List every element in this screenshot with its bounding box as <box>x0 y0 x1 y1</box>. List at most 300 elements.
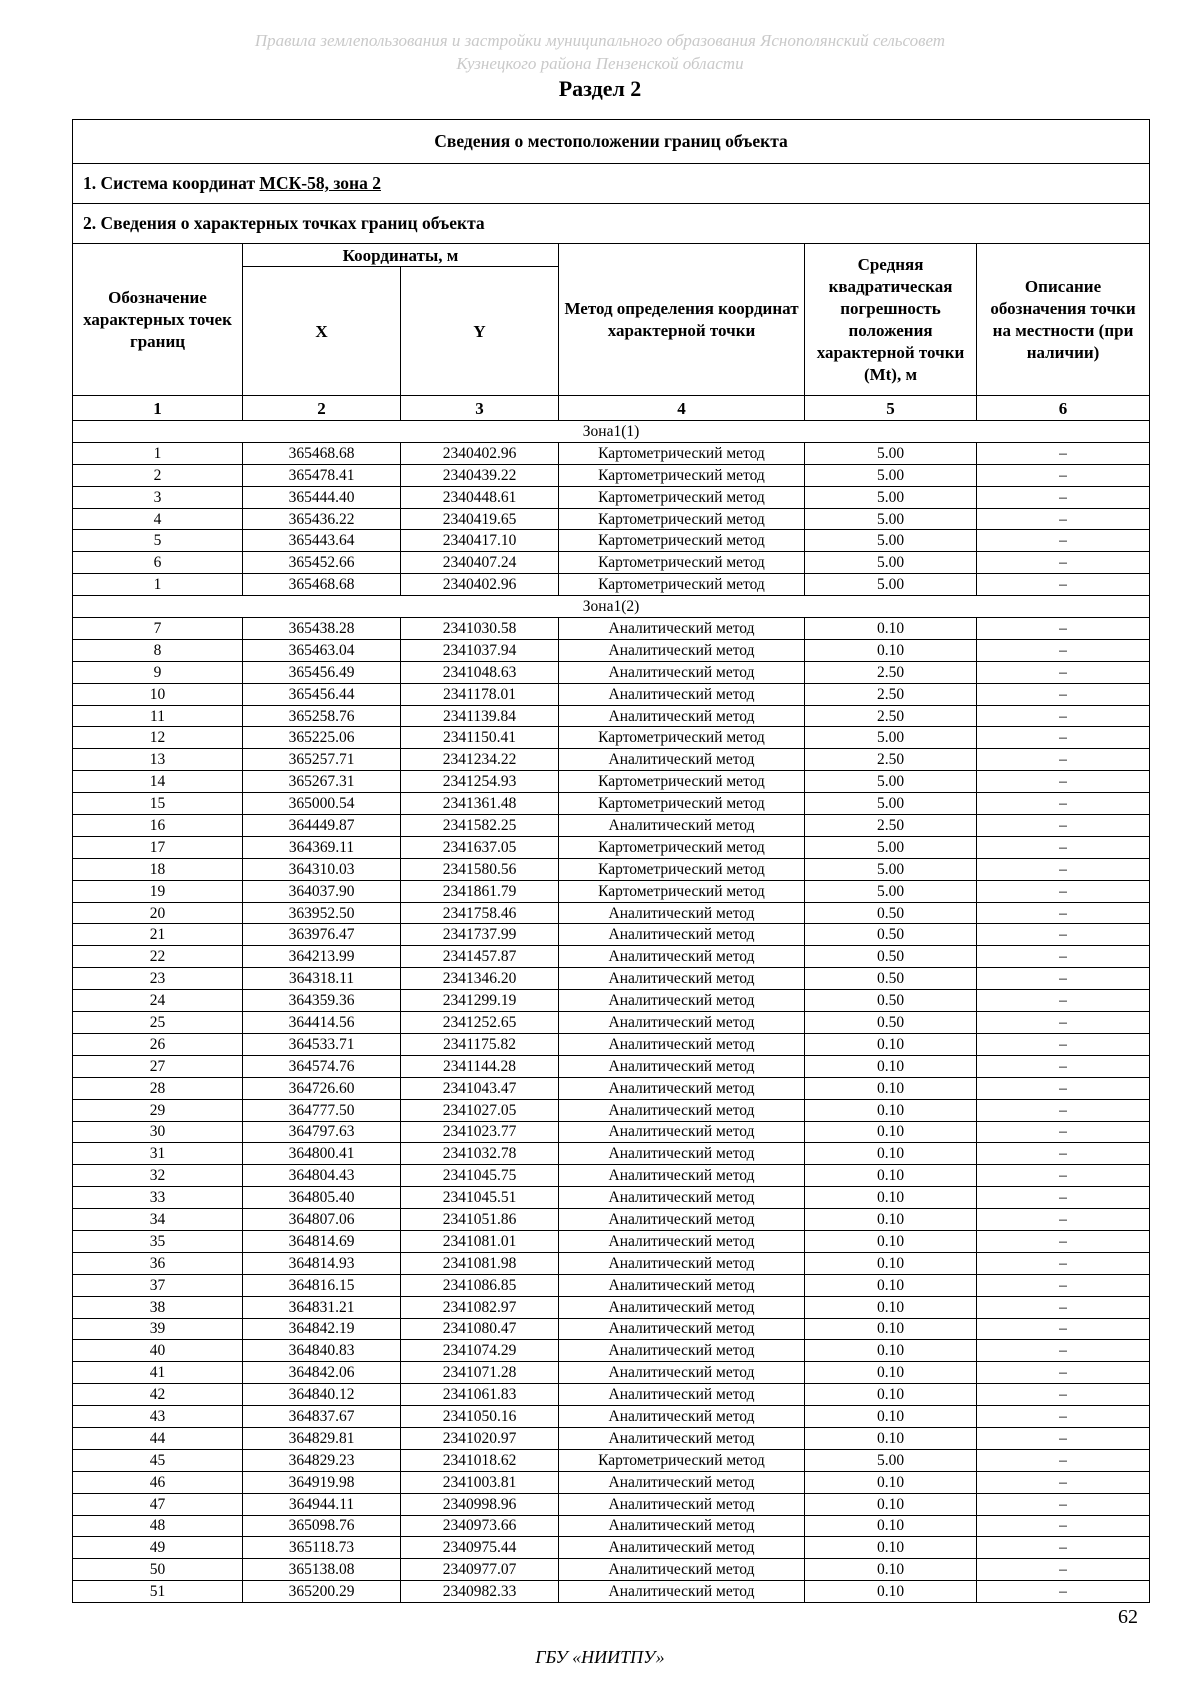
cell-method: Аналитический метод <box>559 1274 805 1296</box>
cell-point: 40 <box>73 1340 243 1362</box>
cell-error: 0.10 <box>805 1209 977 1231</box>
running-header-line2: Кузнецкого района Пензенской области <box>456 54 744 73</box>
cell-method: Картометрический метод <box>559 530 805 552</box>
cell-desc: – <box>977 1559 1150 1581</box>
cell-x: 364944.11 <box>243 1493 401 1515</box>
cell-error: 2.50 <box>805 705 977 727</box>
cell-x: 365438.28 <box>243 618 401 640</box>
cell-y: 2341043.47 <box>401 1077 559 1099</box>
cell-point: 43 <box>73 1406 243 1428</box>
cell-x: 365468.68 <box>243 574 401 596</box>
cell-error: 5.00 <box>805 727 977 749</box>
table-row <box>73 771 1150 793</box>
cell-error: 5.00 <box>805 530 977 552</box>
cell-x: 365468.68 <box>243 442 401 464</box>
cell-point: 12 <box>73 727 243 749</box>
cell-desc: – <box>977 1274 1150 1296</box>
cell-desc: – <box>977 552 1150 574</box>
cell-desc: – <box>977 1296 1150 1318</box>
cell-point: 38 <box>73 1296 243 1318</box>
cell-x: 364829.81 <box>243 1427 401 1449</box>
cell-error: 5.00 <box>805 442 977 464</box>
cell-x: 365258.76 <box>243 705 401 727</box>
cell-desc: – <box>977 771 1150 793</box>
cell-desc: – <box>977 902 1150 924</box>
cell-x: 365463.04 <box>243 639 401 661</box>
cell-desc: – <box>977 1471 1150 1493</box>
table-row <box>73 618 1150 640</box>
cell-method: Аналитический метод <box>559 902 805 924</box>
cell-point: 49 <box>73 1537 243 1559</box>
cell-x: 364800.41 <box>243 1143 401 1165</box>
cell-y: 2340448.61 <box>401 486 559 508</box>
cell-method: Аналитический метод <box>559 1515 805 1537</box>
cell-method: Аналитический метод <box>559 1296 805 1318</box>
coord-system-label: 1. Система координат <box>83 173 256 193</box>
table-row <box>73 1033 1150 1055</box>
cell-error: 5.00 <box>805 552 977 574</box>
cell-method: Аналитический метод <box>559 1033 805 1055</box>
table-row <box>73 574 1150 596</box>
cell-desc: – <box>977 1033 1150 1055</box>
cell-method: Аналитический метод <box>559 1209 805 1231</box>
cell-point: 47 <box>73 1493 243 1515</box>
table-row <box>73 1099 1150 1121</box>
cell-x: 365478.41 <box>243 464 401 486</box>
cell-method: Картометрический метод <box>559 464 805 486</box>
section-title: Раздел 2 <box>558 76 642 101</box>
cell-y: 2340975.44 <box>401 1537 559 1559</box>
cell-method: Аналитический метод <box>559 990 805 1012</box>
cell-desc: – <box>977 1340 1150 1362</box>
cell-point: 1 <box>73 442 243 464</box>
cell-x: 364842.19 <box>243 1318 401 1340</box>
cell-desc: – <box>977 1121 1150 1143</box>
table-row <box>73 486 1150 508</box>
cell-error: 0.50 <box>805 968 977 990</box>
cell-y: 2341020.97 <box>401 1427 559 1449</box>
table-row <box>73 1493 1150 1515</box>
col-point-header: Обозначение характерных точек границ <box>73 244 243 396</box>
cell-y: 2341737.99 <box>401 924 559 946</box>
cell-point: 17 <box>73 836 243 858</box>
cell-error: 5.00 <box>805 508 977 530</box>
cell-point: 16 <box>73 815 243 837</box>
cell-error: 0.10 <box>805 1055 977 1077</box>
cell-y: 2341030.58 <box>401 618 559 640</box>
cell-y: 2341252.65 <box>401 1012 559 1034</box>
cell-point: 35 <box>73 1230 243 1252</box>
table-row <box>73 880 1150 902</box>
cell-desc: – <box>977 1537 1150 1559</box>
table-row <box>73 836 1150 858</box>
cell-y: 2340407.24 <box>401 552 559 574</box>
table-row <box>73 1165 1150 1187</box>
cell-method: Аналитический метод <box>559 683 805 705</box>
cell-desc: – <box>977 946 1150 968</box>
cell-x: 364797.63 <box>243 1121 401 1143</box>
col-x-header: X <box>243 267 401 396</box>
cell-desc: – <box>977 1318 1150 1340</box>
cell-x: 364816.15 <box>243 1274 401 1296</box>
cell-error: 0.10 <box>805 1515 977 1537</box>
cell-x: 364449.87 <box>243 815 401 837</box>
zone-row <box>73 596 1150 618</box>
cell-point: 10 <box>73 683 243 705</box>
cell-desc: – <box>977 1143 1150 1165</box>
cell-desc: – <box>977 1230 1150 1252</box>
table-row <box>73 1384 1150 1406</box>
cell-error: 0.10 <box>805 1318 977 1340</box>
cell-error: 5.00 <box>805 464 977 486</box>
cell-method: Аналитический метод <box>559 1340 805 1362</box>
cell-error: 0.10 <box>805 1296 977 1318</box>
cell-y: 2341175.82 <box>401 1033 559 1055</box>
cell-x: 365000.54 <box>243 793 401 815</box>
cell-y: 2340982.33 <box>401 1581 559 1603</box>
cell-y: 2341018.62 <box>401 1449 559 1471</box>
table-row <box>73 552 1150 574</box>
cell-error: 5.00 <box>805 771 977 793</box>
cell-y: 2341361.48 <box>401 793 559 815</box>
table-row <box>73 1427 1150 1449</box>
cell-error: 2.50 <box>805 815 977 837</box>
table-row <box>73 1406 1150 1428</box>
cell-method: Аналитический метод <box>559 1143 805 1165</box>
table-row <box>73 1274 1150 1296</box>
cell-y: 2341139.84 <box>401 705 559 727</box>
cell-y: 2341861.79 <box>401 880 559 902</box>
cell-desc: – <box>977 1209 1150 1231</box>
cell-error: 5.00 <box>805 574 977 596</box>
col-error-header: Средняя квадратическая погрешность положения характерной точки (Mt), м <box>805 244 977 396</box>
table-row <box>73 1209 1150 1231</box>
cell-y: 2341582.25 <box>401 815 559 837</box>
cell-desc: – <box>977 1449 1150 1471</box>
cell-desc: – <box>977 858 1150 880</box>
cell-x: 365257.71 <box>243 749 401 771</box>
cell-error: 0.10 <box>805 1099 977 1121</box>
cell-method: Аналитический метод <box>559 1099 805 1121</box>
cell-point: 50 <box>73 1559 243 1581</box>
cell-method: Картометрический метод <box>559 836 805 858</box>
cell-method: Аналитический метод <box>559 1187 805 1209</box>
cell-desc: – <box>977 990 1150 1012</box>
cell-x: 365444.40 <box>243 486 401 508</box>
cell-desc: – <box>977 1012 1150 1034</box>
cell-desc: – <box>977 639 1150 661</box>
cell-method: Аналитический метод <box>559 639 805 661</box>
cell-y: 2341086.85 <box>401 1274 559 1296</box>
cell-y: 2341150.41 <box>401 727 559 749</box>
col-number: 2 <box>243 396 401 421</box>
cell-point: 42 <box>73 1384 243 1406</box>
cell-point: 39 <box>73 1318 243 1340</box>
cell-desc: – <box>977 793 1150 815</box>
cell-method: Аналитический метод <box>559 749 805 771</box>
cell-x: 365118.73 <box>243 1537 401 1559</box>
cell-error: 5.00 <box>805 793 977 815</box>
table-title: Сведения о местоположении границ объекта <box>73 120 1150 164</box>
cell-x: 364840.12 <box>243 1384 401 1406</box>
cell-desc: – <box>977 727 1150 749</box>
cell-point: 2 <box>73 464 243 486</box>
cell-x: 364310.03 <box>243 858 401 880</box>
cell-method: Аналитический метод <box>559 1559 805 1581</box>
cell-method: Аналитический метод <box>559 968 805 990</box>
cell-x: 364574.76 <box>243 1055 401 1077</box>
cell-desc: – <box>977 1165 1150 1187</box>
page-number: 62 <box>1118 1606 1138 1628</box>
cell-point: 9 <box>73 661 243 683</box>
cell-point: 33 <box>73 1187 243 1209</box>
cell-y: 2341178.01 <box>401 683 559 705</box>
cell-point: 7 <box>73 618 243 640</box>
cell-point: 20 <box>73 902 243 924</box>
cell-desc: – <box>977 1515 1150 1537</box>
table-title-row <box>73 120 1150 164</box>
cell-x: 364840.83 <box>243 1340 401 1362</box>
cell-desc: – <box>977 836 1150 858</box>
cell-error: 0.10 <box>805 639 977 661</box>
cell-error: 0.50 <box>805 924 977 946</box>
cell-desc: – <box>977 1187 1150 1209</box>
cell-point: 8 <box>73 639 243 661</box>
col-y-header: Y <box>401 267 559 396</box>
cell-desc: – <box>977 442 1150 464</box>
page-footer: ГБУ «НИИТПУ» <box>535 1647 665 1667</box>
cell-x: 364359.36 <box>243 990 401 1012</box>
cell-method: Аналитический метод <box>559 705 805 727</box>
cell-y: 2341032.78 <box>401 1143 559 1165</box>
cell-method: Картометрический метод <box>559 880 805 902</box>
table-row <box>73 508 1150 530</box>
cell-method: Аналитический метод <box>559 661 805 683</box>
cell-method: Аналитический метод <box>559 618 805 640</box>
cell-x: 364369.11 <box>243 836 401 858</box>
table-row <box>73 1252 1150 1274</box>
header-row-1 <box>73 244 1150 267</box>
cell-point: 19 <box>73 880 243 902</box>
cell-x: 364533.71 <box>243 1033 401 1055</box>
cell-y: 2341580.56 <box>401 858 559 880</box>
cell-point: 30 <box>73 1121 243 1143</box>
cell-x: 365138.08 <box>243 1559 401 1581</box>
zone-row <box>73 421 1150 443</box>
cell-error: 0.10 <box>805 1493 977 1515</box>
cell-point: 26 <box>73 1033 243 1055</box>
cell-error: 0.50 <box>805 946 977 968</box>
cell-method: Аналитический метод <box>559 1362 805 1384</box>
table-row <box>73 1537 1150 1559</box>
cell-y: 2341023.77 <box>401 1121 559 1143</box>
cell-point: 36 <box>73 1252 243 1274</box>
cell-desc: – <box>977 574 1150 596</box>
cell-method: Картометрический метод <box>559 486 805 508</box>
cell-method: Картометрический метод <box>559 552 805 574</box>
cell-method: Картометрический метод <box>559 858 805 880</box>
table-row <box>73 1318 1150 1340</box>
cell-desc: – <box>977 880 1150 902</box>
cell-desc: – <box>977 968 1150 990</box>
cell-y: 2341637.05 <box>401 836 559 858</box>
cell-y: 2341346.20 <box>401 968 559 990</box>
cell-error: 0.10 <box>805 1362 977 1384</box>
cell-point: 11 <box>73 705 243 727</box>
cell-desc: – <box>977 1077 1150 1099</box>
running-header-line1: Правила землепользования и застройки муниципального образования Яснополянский сельсовет <box>254 31 946 50</box>
cell-x: 365267.31 <box>243 771 401 793</box>
cell-x: 363952.50 <box>243 902 401 924</box>
table-row <box>73 705 1150 727</box>
cell-desc: – <box>977 1099 1150 1121</box>
table-row <box>73 530 1150 552</box>
cell-y: 2340419.65 <box>401 508 559 530</box>
cell-method: Аналитический метод <box>559 1384 805 1406</box>
cell-x: 364414.56 <box>243 1012 401 1034</box>
cell-y: 2341144.28 <box>401 1055 559 1077</box>
cell-point: 18 <box>73 858 243 880</box>
cell-x: 363976.47 <box>243 924 401 946</box>
table-row <box>73 1012 1150 1034</box>
column-numbers-row <box>73 396 1150 421</box>
cell-point: 24 <box>73 990 243 1012</box>
cell-x: 364814.69 <box>243 1230 401 1252</box>
cell-method: Аналитический метод <box>559 1537 805 1559</box>
cell-point: 32 <box>73 1165 243 1187</box>
cell-y: 2340439.22 <box>401 464 559 486</box>
cell-point: 45 <box>73 1449 243 1471</box>
cell-method: Аналитический метод <box>559 1427 805 1449</box>
coord-system-row <box>73 164 1150 204</box>
table-row <box>73 442 1150 464</box>
cell-y: 2341081.98 <box>401 1252 559 1274</box>
cell-point: 37 <box>73 1274 243 1296</box>
cell-error: 0.10 <box>805 1230 977 1252</box>
cell-y: 2341234.22 <box>401 749 559 771</box>
zone-label: Зона1(2) <box>73 596 1150 618</box>
cell-y: 2341003.81 <box>401 1471 559 1493</box>
cell-error: 0.10 <box>805 1406 977 1428</box>
col-method-header: Метод определения координат характерной точки <box>559 244 805 396</box>
cell-error: 0.10 <box>805 618 977 640</box>
cell-desc: – <box>977 464 1150 486</box>
cell-error: 2.50 <box>805 683 977 705</box>
table-row <box>73 749 1150 771</box>
cell-y: 2341254.93 <box>401 771 559 793</box>
cell-y: 2341061.83 <box>401 1384 559 1406</box>
cell-error: 0.50 <box>805 902 977 924</box>
cell-y: 2341071.28 <box>401 1362 559 1384</box>
col-number: 6 <box>977 396 1150 421</box>
cell-method: Аналитический метод <box>559 1493 805 1515</box>
cell-method: Аналитический метод <box>559 1055 805 1077</box>
cell-point: 25 <box>73 1012 243 1034</box>
cell-y: 2341045.75 <box>401 1165 559 1187</box>
cell-x: 365456.44 <box>243 683 401 705</box>
cell-desc: – <box>977 924 1150 946</box>
cell-error: 5.00 <box>805 858 977 880</box>
cell-y: 2341082.97 <box>401 1296 559 1318</box>
cell-y: 2341037.94 <box>401 639 559 661</box>
cell-x: 365225.06 <box>243 727 401 749</box>
cell-desc: – <box>977 1427 1150 1449</box>
cell-desc: – <box>977 1384 1150 1406</box>
cell-error: 5.00 <box>805 486 977 508</box>
table-row <box>73 727 1150 749</box>
cell-method: Аналитический метод <box>559 1318 805 1340</box>
cell-y: 2341299.19 <box>401 990 559 1012</box>
cell-method: Картометрический метод <box>559 771 805 793</box>
cell-x: 364726.60 <box>243 1077 401 1099</box>
cell-point: 3 <box>73 486 243 508</box>
table-row <box>73 1471 1150 1493</box>
col-coords-header: Координаты, м <box>243 244 559 267</box>
col-number: 5 <box>805 396 977 421</box>
table-row <box>73 1296 1150 1318</box>
cell-x: 364829.23 <box>243 1449 401 1471</box>
cell-point: 6 <box>73 552 243 574</box>
table-row <box>73 858 1150 880</box>
cell-y: 2340998.96 <box>401 1493 559 1515</box>
table-row <box>73 1230 1150 1252</box>
cell-y: 2341027.05 <box>401 1099 559 1121</box>
table-row <box>73 1581 1150 1603</box>
cell-point: 48 <box>73 1515 243 1537</box>
cell-error: 0.10 <box>805 1581 977 1603</box>
cell-y: 2340977.07 <box>401 1559 559 1581</box>
table-row <box>73 1449 1150 1471</box>
cell-x: 365200.29 <box>243 1581 401 1603</box>
cell-method: Аналитический метод <box>559 1230 805 1252</box>
cell-desc: – <box>977 683 1150 705</box>
cell-y: 2341048.63 <box>401 661 559 683</box>
cell-point: 23 <box>73 968 243 990</box>
cell-x: 365443.64 <box>243 530 401 552</box>
cell-method: Аналитический метод <box>559 1012 805 1034</box>
cell-desc: – <box>977 1406 1150 1428</box>
cell-error: 5.00 <box>805 1449 977 1471</box>
cell-x: 364919.98 <box>243 1471 401 1493</box>
col-number: 1 <box>73 396 243 421</box>
cell-error: 0.10 <box>805 1033 977 1055</box>
cell-error: 0.10 <box>805 1384 977 1406</box>
cell-method: Картометрический метод <box>559 1449 805 1471</box>
cell-error: 0.10 <box>805 1077 977 1099</box>
zone-label: Зона1(1) <box>73 421 1150 443</box>
cell-error: 5.00 <box>805 836 977 858</box>
cell-method: Картометрический метод <box>559 442 805 464</box>
cell-y: 2341080.47 <box>401 1318 559 1340</box>
cell-method: Аналитический метод <box>559 815 805 837</box>
table-row <box>73 793 1150 815</box>
cell-desc: – <box>977 749 1150 771</box>
cell-point: 31 <box>73 1143 243 1165</box>
cell-method: Картометрический метод <box>559 574 805 596</box>
cell-x: 365098.76 <box>243 1515 401 1537</box>
cell-x: 365452.66 <box>243 552 401 574</box>
cell-error: 0.10 <box>805 1537 977 1559</box>
cell-point: 34 <box>73 1209 243 1231</box>
table-row <box>73 1121 1150 1143</box>
cell-desc: – <box>977 661 1150 683</box>
cell-point: 13 <box>73 749 243 771</box>
cell-point: 1 <box>73 574 243 596</box>
cell-error: 0.10 <box>805 1121 977 1143</box>
cell-y: 2341081.01 <box>401 1230 559 1252</box>
cell-y: 2340973.66 <box>401 1515 559 1537</box>
cell-y: 2341051.86 <box>401 1209 559 1231</box>
